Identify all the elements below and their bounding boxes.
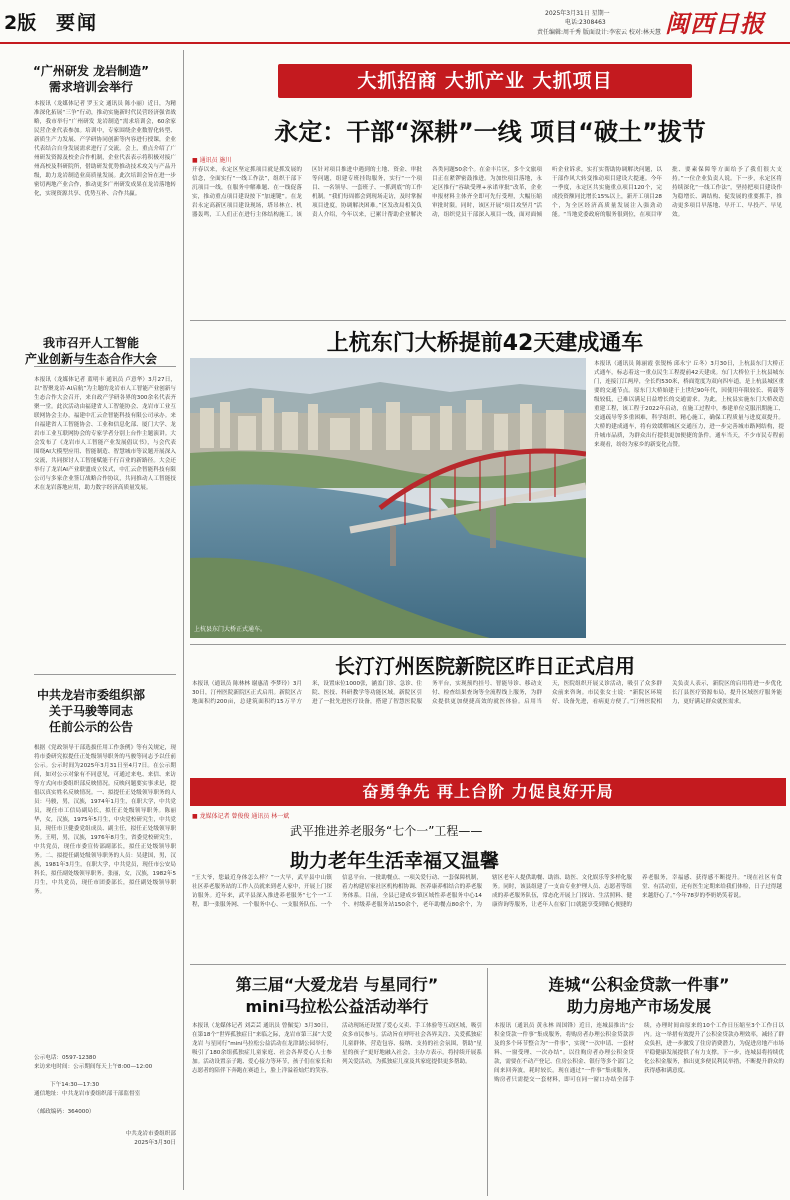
story3-body: 根据《党政领导干部选拔任用工作条例》等有关规定，现将市委研究拟提任正处级领导职务的马骏等同志予以任前公示。公示时间为2025年3月31日至4月7日。在公示期间，如对公示对象有不同意见，可通过来电、来信、来访等方式向市委组织部反映情况。反映问题要实事求是，提倡以真实姓名反映情况。一、拟提任正处级领导职务的人员：马骏，男，汉族，1974年1月生，在职大学，中共党员，现任市工信局副局长，拟任正处级领导职务。陈丽华，女，汉族，1975年5月生，中央党校研究生，中共党员，现任市卫健委党组成员、副主任，拟任正处级领导职务。王明，男，汉族，1976年8月生，省委党校研究生，中共党员，现任市委宣传部副部长，拟任正处级领导职务。二、拟提任副处级领导职务的人员：吴建国，男，汉族，1981年3月生，在职大学，中共党员，现任市公安局科长，拟任副处级领导职务。张丽，女，汉族，1982年5月生，中共党员，现任市团委部长，拟任副处级领导职务。 [34,745,176,895]
story3-sign-date: 2025年3月30日 [134,1140,176,1146]
bridge-photo-illustration [190,358,586,638]
bridge-photo-caption: 上杭县东门大桥正式通车。 [194,626,267,633]
story3-contact-1: 公示电话：0597-12380 [34,1055,97,1061]
housing-body: 本报讯（通讯员 黄永林 周国锋）近日，连城县推出“公积金贷款一件事”集成服务，将购房者办理公积金贷款涉及的多个环节整合为“一件事”，实现“一次申请、一套材料、一窗受理、一次办结”。以往购房者办理公积金贷款，需要在不动产登记、住房公积金、银行等多个部门之间来回奔波，耗时较长。现在通过“一件事”集成服务，购房者只需提交一套材料，即可在同一窗口办结全部手续，办理时间由原来的10个工作日压缩至3个工作日以内。这一举措有效提升了公积金贷款办理效率，减轻了群众负担，进一步激发了住房消费潜力，为促进房地产市场平稳健康发展提供了有力支撑。下一步，连城县将持续优化公积金服务，推出更多便民利民举措，不断提升群众的获得感和满意度。 [494,1023,784,1083]
story1-title-2: 需求培训会举行 [48,80,133,94]
story3-sign-org: 中共龙岩市委组织部 [125,1131,176,1137]
marathon-title-1: 第三届“大爱龙岩 与星同行” [235,975,439,994]
story3-title-1: 中共龙岩市委组织部 [36,688,145,702]
story3-contact-4: 通信地址：中共龙岩市委组织部干部监督室 [34,1091,141,1097]
column-divider [487,968,488,1196]
paper-logo: 闽西日报 [665,10,765,38]
column-divider [183,50,184,1190]
top-banner [278,64,692,98]
top-banner-text: 大抓招商 大抓产业 大抓项目 [357,70,613,92]
hospital-title: 长汀汀州医院新院区昨日正式启用 [335,654,635,678]
lead-body: 开春以来，永定区坚定抓项目就是抓发展的信念，全面实行“一线工作法”，组织干部下沉项目一线，在服务中解难题、在一线促落实，推动重点项目建设按下“加速键”。在龙岩永定高新区项目建设现场，塔吊林立、机器轰鸣，工人们正在进行主体结构施工。该区针对项目推进中遇到的土地、资金、审批等问题，组建专班挂钩服务，实行“一个项目、一名领导、一套班子、一抓到底”的工作机制。“我们每周都会到现场走访，及时掌握项目进度，协调解决困难。”区发改局相关负责人介绍，今年以来，已累计帮助企业解决各类问题50余个。在金丰片区，多个文旅项目正在紧锣密鼓推进。为加快项目落地，永定区推行“容缺受理+承诺审批”改革，企业申报材料主体齐全即可先行受理，大幅压缩审批时限。同时，该区开展“项目攻坚月”活动，组织党员干部深入项目一线，面对面倾听企业诉求，实打实帮助协调解决问题，以干部作风大转变推动项目建设大提速。今年一季度，永定区共实施重点项目120个，完成投资额同比增长15%以上，新开工项目28个，为全区经济高质量发展注入强劲动能。“当地党委政府的服务很到位，在项目审批、要素保障等方面给予了我们很大支持。”一位企业负责人说。下一步，永定区将持续深化“一线工作法”，坚持把项目建设作为稳增长、调结构、促发展的重要抓手，推动更多项目早落地、早开工、早投产、早见效。 [192,167,782,218]
story1-title-1: “广州研发 龙岩制造” [33,64,149,78]
bridge-title: 上杭东门大桥提前42天建成通车 [326,331,644,356]
wuping-byline: ■ 龙媒体记者 曾俊俊 通讯员 林一斌 [192,813,290,820]
left-column [0,44,182,1200]
divider [190,644,786,645]
story3-title-3: 任前公示的公告 [48,720,133,734]
story2-title-2: 产业创新与生态合作大会 [24,352,157,366]
issue-date: 2025年3月31日 星期一 [545,10,610,17]
story3-contact-3: 下午14:30—17:30 [50,1082,100,1088]
page-number: 2版 [4,12,37,34]
mid-banner-text: 奋勇争先 再上台阶 力促良好开局 [362,782,614,801]
editor-credits: 责任编辑:周千秀 版面设计:李宏云 校对:林天慧 [537,29,661,36]
lead-title: 永定：干部“深耕”一线 项目“破土”拔节 [274,118,706,146]
marathon-title-2: mini马拉松公益活动举行 [245,997,429,1016]
bridge-photo [190,358,586,638]
section-title: 要闻 [56,12,99,34]
bridge-body: 本报讯（通讯员 陈丽霞 张锐杨 邱永宁 丘冬）3月30日，上杭县东门大桥正式通车，标志着这一重点民生工程提前42天建成。东门大桥位于上杭县城东门，连接汀江两岸，全长约530米，桥面宽度为双向四车道，是上杭县城区重要的交通节点。原东门大桥始建于上世纪90年代，因使用年限较长、荷载等级较低，已难以满足日益增长的交通需求。为此，上杭县实施东门大桥改造重建工程，该工程于2022年启动，在施工过程中，参建单位克服汛期施工、交通疏导等多重困难，科学组织、精心施工，确保工程质量与进度双提升。大桥的建成通车，将有效缓解城区交通压力，进一步完善城市路网结构，提升城市品质，为群众出行提供更加便捷的条件。通车当天，不少市民专程前来观看，纷纷为家乡的新变化点赞。 [594,361,784,448]
lead-byline: ■ 通讯员 施川 [192,157,232,164]
wuping-kicker: 武平推进养老服务“七个一”工程—— [290,824,483,838]
story3-title-2: 关于马骏等同志 [48,704,133,718]
story2-title-1: 我市召开人工智能 [42,336,139,350]
divider [190,964,786,965]
story3-contact-5: （邮政编码：364000） [34,1109,95,1115]
masthead [0,0,790,44]
story1-body: 本报讯（龙媒体记者 罗玉文 通讯员 陈小丽）近日，为精准深化拓展“三争”行动，推动实施新时代民营经济强省战略，我市举行“广州研发 龙岩制造”需求培训会，60余家民营企业代表参加。培训中，专家围绕企业数智化转型、新质生产力发展、产学研协同创新等内容进行授课，企业代表结合自身发展需求进行了交流。会上，重点介绍了广州研发资源及校企合作机制，企业代表表示将积极对接广州高校及科研院所，借助研发优势推动技术攻关与产品升级，助力龙岩制造业高质量发展。此次培训会旨在进一步密切两地产业合作，推动更多广州研发成果在龙岩落地转化，实现资源共享、优势互补、合作共赢。 [34,101,176,197]
wuping-title: 助力老年生活幸福又温馨 [290,850,500,872]
mid-banner [190,778,786,806]
divider [34,674,176,675]
housing-title-2: 助力房地产市场发展 [566,997,711,1016]
hospital-body: 本报讯（通讯员 陈林林 谢惠清 李梦玲）3月30日，汀州医院新院区正式启用。新院区占地面积约200亩，总建筑面积约15万平方米，设置床位1000张，涵盖门诊、急诊、住院、医技、科研教学等功能区域。新院区引进了一批先进医疗设备，搭建了智慧医院服务平台，实现预约挂号、智能导诊、移动支付、检查结果查询等全流程线上服务，为群众提供更加便捷高效的就医体验。启用当天，医院组织开展义诊活动，吸引了众多群众前来咨询。市民张女士说：“新院区环境好、设备先进，看病更方便了。”汀州医院相关负责人表示，新院区的启用将进一步优化长汀县医疗资源布局，提升区域医疗服务能力，更好满足群众就医需求。 [192,681,782,705]
marathon-body: 本报讯（龙媒体记者 刘芸芸 通讯员 曾佩雯）3月30日，在第18个“世界孤独症日”来临之际，龙岩市第三届“大爱龙岩 与星同行”mini马拉松公益活动在龙津湖公园举行，吸引了180余组孤独症儿童家庭、社会各界爱心人士参加。活动设置亲子跑、爱心接力等环节，孩子们在家长和志愿者的陪伴下奔跑在赛道上，脸上洋溢着灿烂的笑容。活动现场还设置了爱心义卖、手工体验等互动区域，吸引众多市民参与。活动旨在呼吁社会各界关注、关爱孤独症儿童群体，营造包容、接纳、支持的社会氛围，帮助“星星的孩子”更好地融入社会。主办方表示，将持续开展系列关爱活动，为孤独症儿童及其家庭提供更多帮助。 [192,1023,482,1074]
story2-body: 本报讯（龙媒体记者 蓝明丰 通讯员 卢意华）3月27日，以“智聚龙岩·AI启航”为主题的龙岩市人工智能产业创新与生态合作大会召开，来自政产学研各界的300余名代表齐聚一堂。此次活动由福建省人工智能协会、龙岩市工业互联网协会主办，福建中汇云企智能科技有限公司承办。来自福建省人工智能协会、工业和信息化部、厦门大学、龙岩市工业互联网协会的专家学者分别上台作主题演讲。大会发布了《龙岩市人工智能产业发展倡议书》，与会代表围绕AI大模型应用、智能制造、智慧城市等议题开展深入交流，共同探讨人工智能赋能千行百业的新路径。大会还举行了龙岩AI产业联盟成立仪式，中汇云企智能科技有限公司与多家企业签订战略合作协议，共同推动人工智能技术在龙岩落地应用，助力数字经济高质量发展。 [34,377,176,491]
wuping-body: “王大爷，您最近身体怎么样？”一大早，武平县中山镇社区养老服务站的工作人员就来到老人家中，开展上门探访服务。近年来，武平县深入推进养老服务“七个一”工程，即一张服务网、一个服务中心、一支服务队伍、一个信息平台、一批助餐点、一项关爱行动、一套保障机制，着力构建居家社区机构相协调、医养康养相结合的养老服务体系。目前，全县已建成乡镇区域性养老服务中心14个、村级养老服务站150余个，老年助餐点80余个，为辖区老年人提供助餐、助浴、助医、文化娱乐等多样化服务。同时，该县组建了一支由专业护理人员、志愿者等组成的养老服务队伍，常态化开展上门探访、生活照料、健康咨询等服务，让老年人在家门口就能享受到贴心便捷的养老服务，幸福感、获得感不断提升。“现在社区有食堂、有活动室，还有医生定期来给我们体检，日子过得越来越舒心了。”今年78岁的李奶奶笑着说。 [192,875,782,908]
phone-number: 电话:2308463 [565,19,606,26]
housing-title-1: 连城“公积金贷款一件事” [548,975,730,994]
story3-contact-2: 来访来电时间：公示期间每天上午8:00—12:00 [34,1064,153,1070]
divider [190,320,786,321]
